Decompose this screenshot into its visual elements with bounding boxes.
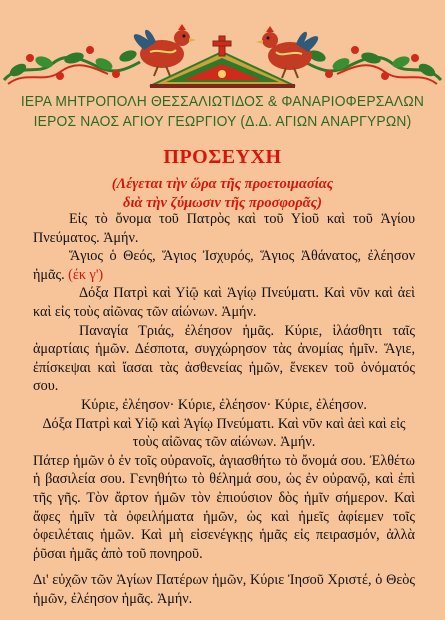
cross-icon <box>213 36 231 56</box>
header-line-2: ΙΕΡΟΣ ΝΑΟΣ ΑΓΙΟΥ ΓΕΩΡΓΙΟΥ (Δ.Δ. ΑΓΙΩΝ ΑΝΑΡΓΥΡΩΝ) <box>33 114 412 130</box>
subtitle-line-1: (Λέγεται τὴν ὥρα τῆς προετοιμασίας <box>111 176 334 192</box>
paragraph-4: Παναγία Τριάς, ἐλέησον ἡμᾶς. Κύριε, ἱλάσθητι ταῖς ἁμαρτίαις ἡμῶν. Δέσποτα, συγχώρησον τὰς ἀνομίας ἡμῖν. Ἅγιε, ἐπίσκεψαι καὶ ἴασαι τὰς ἀσθενείας ἡμῶν, ἕνεκεν τοῦ ὀνόματός σου. <box>33 322 415 395</box>
decorative-banner <box>0 0 445 92</box>
paragraph-5: Κύριε, ἐλέησον· Κύριε, ἐλέησον· Κύριε, ἐλέησον. <box>81 396 367 413</box>
right-leaves <box>307 46 437 80</box>
paragraph-1: Εἰς τὸ ὄνομα τοῦ Πατρὸς καὶ τοῦ Υἱοῦ καὶ τοῦ Ἁγίου Πνεύματος. Ἀμήν. <box>33 211 415 246</box>
subtitle-line-2: διὰ τὴν ζύμωσιν τῆς προσφορᾶς) <box>123 195 322 211</box>
paragraph-6: Δόξα Πατρὶ καὶ Υἱῷ καὶ Ἁγίῳ Πνεύματι. Καὶ νῦν καὶ ἀεὶ καὶ εἰς τοὺς αἰῶνας τῶν αἰώνων. Ἀμήν. <box>42 415 406 451</box>
header-line-1: ΙΕΡΑ ΜΗΤΡΟΠΟΛΗ ΘΕΣΣΑΛΙΩΤΙΔΟΣ & ΦΑΝΑΡΙΟΦΕΡΣΑΛΩΝ <box>20 94 425 110</box>
paragraph-7: Πάτερ ἡμῶν ὁ ἐν τοῖς οὐρανοῖς, ἁγιασθήτω τὸ ὄνομά σου. Ἐλθέτω ἡ βασιλεία σου. Γενηθήτω τὸ θέλημά σου, ὡς ἐν οὐρανῷ, καὶ ἐπὶ τῆς γῆς. Τὸν ἄρτον ἡμῶν τὸν ἐπιούσιον δὸς ἡμῖν σήμερον. Καὶ ἄφες ἡμῖν τὰ ὀφειλήματα ἡμῶν, ὡς καὶ ἡμεῖς ἀφίεμεν τοῖς ὀφειλέταις ἡμῶν. Καὶ μὴ εἰσενέγκῃς ἡμᾶς εἰς πειρασμόν, ἀλλὰ ῥῦσαι ἡμᾶς ἀπὸ τοῦ πονηροῦ. <box>33 452 415 562</box>
page-title: ΠΡΟΣΕΥΧΗ <box>163 146 282 168</box>
repeat-note: (έκ γ') <box>68 266 104 283</box>
paragraph-8: Δι' εὐχῶν τῶν Ἁγίων Πατέρων ἡμῶν, Κύριε Ἰησοῦ Χριστέ, ὁ Θεὸς ἡμῶν, ἐλέησον ἡμᾶς. Ἀμήν. <box>33 572 415 607</box>
paragraph-3: Δόξα Πατρὶ καὶ Υἱῷ καὶ Ἁγίῳ Πνεύματι. Καὶ νῦν καὶ ἀεὶ καὶ εἰς τοὺς αἰῶνας τῶν αἰώνων. Ἀμήν. <box>33 285 415 320</box>
left-leaves <box>8 46 138 80</box>
prayer-body <box>33 210 415 608</box>
paragraph-2-text: Ἅγιος ὁ Θεός, Ἅγιος Ἰσχυρός, Ἅγιος Ἀθάνατος, ἐλέησον ἡμᾶς. <box>33 248 415 283</box>
right-rooster-icon <box>256 26 318 78</box>
paragraph-2 <box>33 247 415 284</box>
